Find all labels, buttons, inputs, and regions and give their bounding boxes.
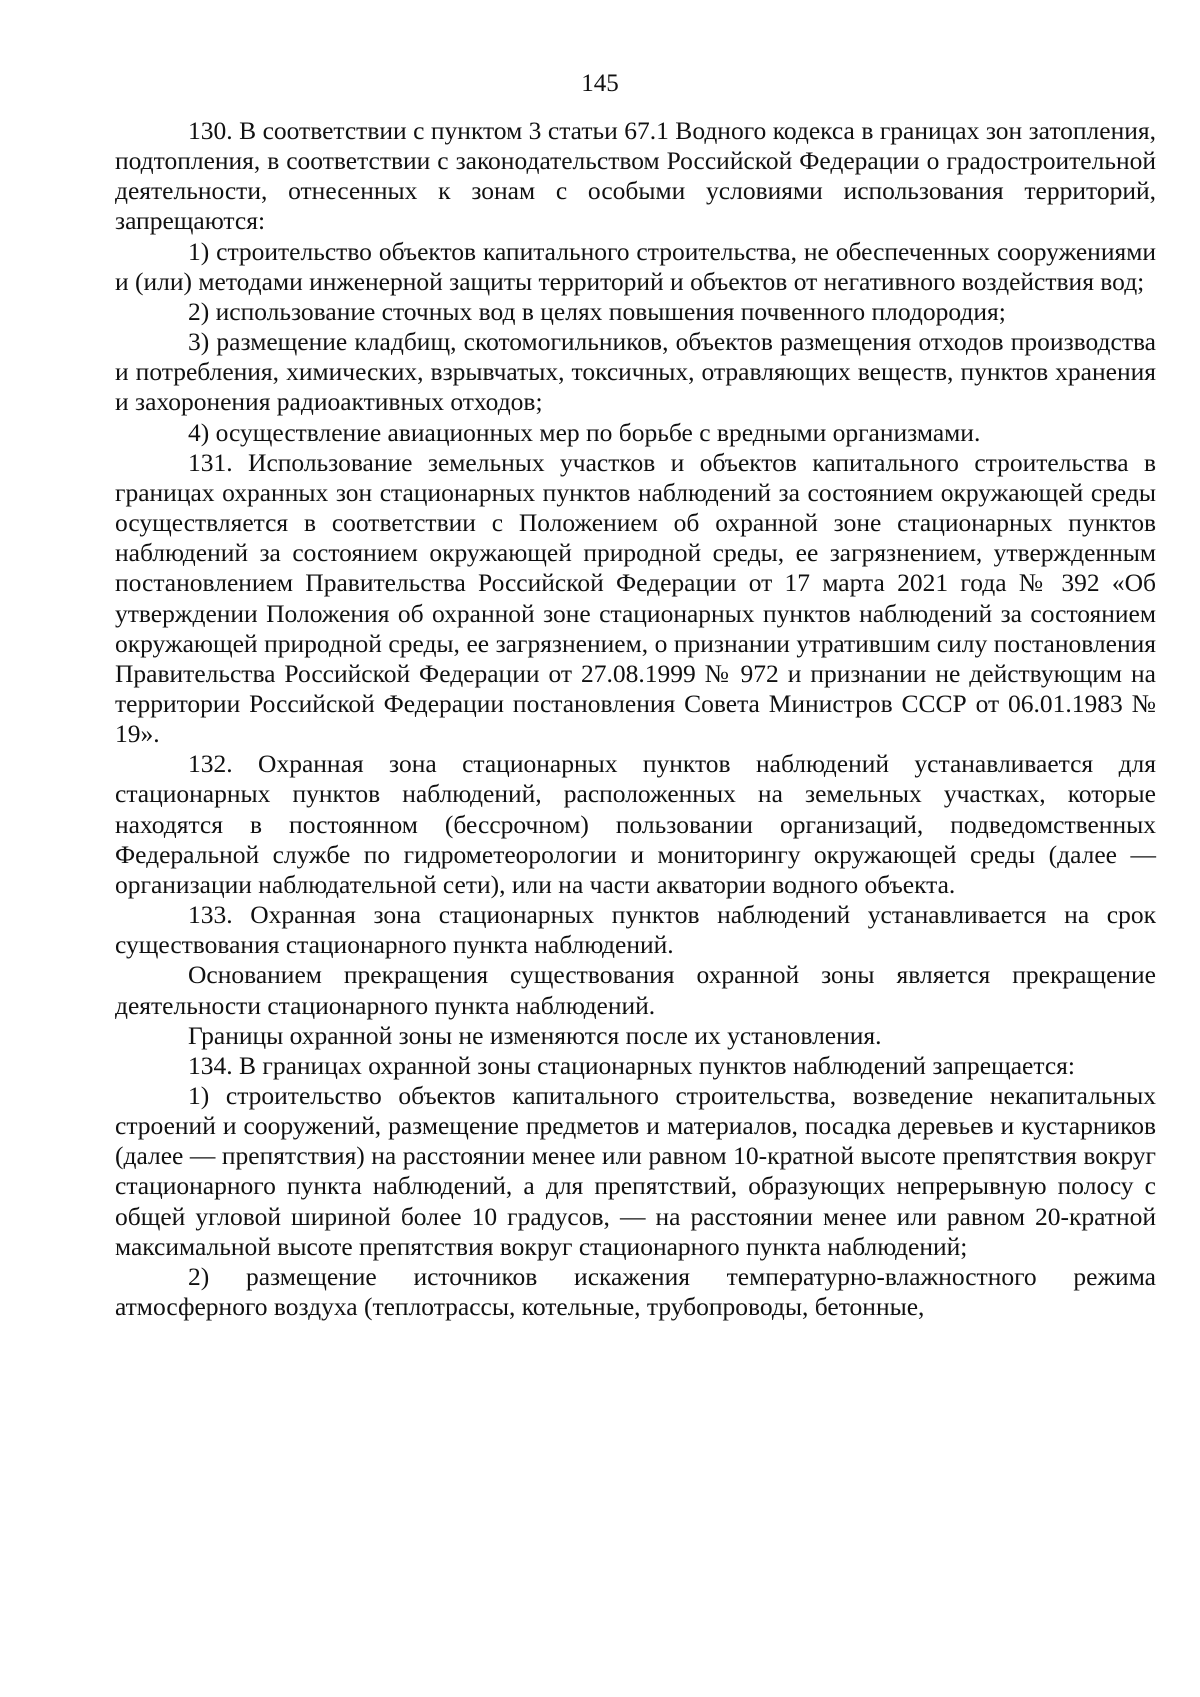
paragraph-130: 130. В соответствии с пунктом 3 статьи 67.1 Водного кодекса в границах зон затопления, подтопления, в соответствии с законодательством Российской Федерации о градостроительной деятельности, отнесенных к зонам с особыми условиями использования территорий, запрещаются: [115,116,1156,236]
paragraph-133: 133. Охранная зона стационарных пунктов наблюдений устанавливается на срок существования стационарного пункта наблюдений. [115,900,1156,960]
paragraph-134-item-1: 1) строительство объектов капитального строительства, возведение некапитальных строений и сооружений, размещение предметов и материалов, посадка деревьев и кустарников (далее — препятствия) на расстоянии менее или равном 10-кратной высоте препятствия вокруг стационарного пункта наблюдений, а для препятствий, образующих непрерывную полосу с общей угловой шириной более 10 градусов, — на расстоянии менее или равном 20-кратной максимальной высоте препятствия вокруг стационарного пункта наблюдений; [115,1081,1156,1261]
paragraph-133-boundaries: Границы охранной зоны не изменяются после их установления. [188,1020,882,1050]
paragraph-132: 132. Охранная зона стационарных пунктов наблюдений устанавливается для стационарных пунктов наблюдений, расположенных на земельных участках, которые находятся в постоянном (бессрочном) пользовании организаций, подведомственных Федеральной службе по гидрометеорологии и мониторингу окружающей среды (далее — организации наблюдательной сети), или на части акватории водного объекта. [115,749,1156,899]
page-number: 145 [581,70,619,97]
paragraph-130-item-1: 1) строительство объектов капитального строительства, не обеспеченных сооружениями и (или) методами инженерной защиты территорий и объектов от негативного воздействия вод; [115,236,1156,296]
paragraph-133-termination: Основанием прекращения существования охранной зоны является прекращение деятельности стационарного пункта наблюдений. [115,960,1156,1020]
paragraph-130-item-3: 3) размещение кладбищ, скотомогильников, объектов размещения отходов производства и потребления, химических, взрывчатых, токсичных, отравляющих веществ, пунктов хранения и захоронения радиоактивных отходов; [115,327,1156,417]
paragraph-130-item-4: 4) осуществление авиационных мер по борьбе с вредными организмами. [188,417,981,447]
document-body [115,116,1156,1322]
paragraph-130-item-2: 2) использование сточных вод в целях повышения почвенного плодородия; [188,296,1006,326]
paragraph-134-item-2: 2) размещение источников искажения температурно-влажностного режима атмосферного воздуха (теплотрассы, котельные, трубопроводы, бетонные, [115,1261,1156,1322]
paragraph-131: 131. Использование земельных участков и объектов капитального строительства в границах охранных зон стационарных пунктов наблюдений за состоянием окружающей среды осуществляется в соответствии с Положением об охранной зоне стационарных пунктов наблюдений за состоянием окружающей природной среды, ее загрязнением, утвержденным постановлением Правительства Российской Федерации от 17 марта 2021 года № 392 «Об утверждении Положения об охранной зоне стационарных пунктов наблюдений за состоянием окружающей природной среды, ее загрязнением, о признании утратившим силу постановления Правительства Российской Федерации от 27.08.1999 № 972 и признании не действующим на территории Российской Федерации постановления Совета Министров СССР от 06.01.1983 № 19». [115,447,1156,749]
paragraph-134: 134. В границах охранной зоны стационарных пунктов наблюдений запрещается: [188,1050,1075,1080]
